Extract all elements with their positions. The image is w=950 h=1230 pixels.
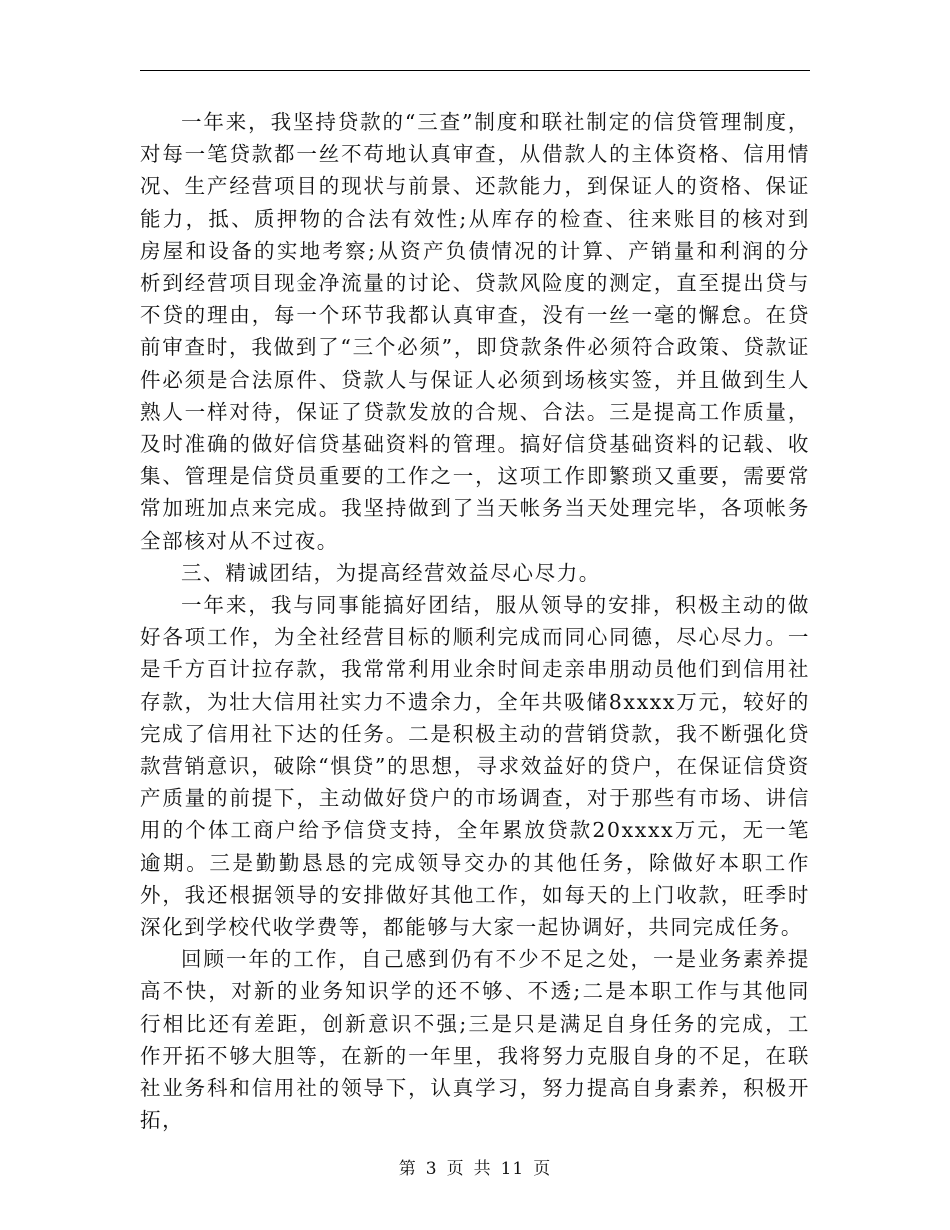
footer-label-page: 第 (398, 1159, 417, 1179)
footer-total-pages: 11 (500, 1159, 525, 1179)
paragraph-teamwork: 一年来，我与同事能搞好团结，服从领导的安排，积极主动的做好各项工作，为全社经营目标的顺利完成而同心同德，尽心尽力。一是千方百计拉存款，我常常利用业余时间走亲串朋动员他们到信用社存款，为壮大信用社实力不遗余力，全年共吸储8xxxx万元，较好的完成了信用社下达的任务。二是积极主动的营销贷款，我不断强化贷款营销意识，破除“惧贷”的思想，寻求效益好的贷户，在保证信贷资产质量的前提下，主动做好贷户的市场调查，对于那些有市场、讲信用的个体工商户给予信贷支持，全年累放贷款20xxxx万元，无一笔逾期。三是勤勤恳恳的完成领导交办的其他任务，除做好本职工作外，我还根据领导的安排做好其他工作，如每天的上门收款，旺季时深化到学校代收学费等，都能够与大家一起协调好，共同完成任务。 (140, 593, 810, 940)
footer-label-total: 共 (473, 1159, 492, 1179)
header-rule (140, 70, 810, 71)
section-heading-three: 三、精诚团结，为提高经营效益尽心尽力。 (181, 560, 601, 585)
page-footer (0, 1154, 950, 1179)
footer-label-unit: 页 (446, 1159, 465, 1179)
paragraph-review: 回顾一年的工作，自己感到仍有不少不足之处，一是业务素养提高不快，对新的业务知识学的还不够、不透;二是本职工作与其他同行相比还有差距，创新意识不强;三是只是满足自身任务的完成，工作开拓不够大胆等，在新的一年里，我将努力克服自身的不足，在联社业务科和信用社的领导下，认真学习，努力提高自身素养，积极开拓， (140, 947, 810, 1133)
paragraph-loan-review: 一年来，我坚持贷款的“三查”制度和联社制定的信贷管理制度，对每一笔贷款都一丝不苟地认真审查，从借款人的主体资格、信用情况、生产经营项目的现状与前景、还款能力，到保证人的资格、保证能力，抵、质押物的合法有效性;从库存的检查、往来账目的核对到房屋和设备的实地考察;从资产负债情况的计算、产销量和利润的分析到经营项目现金净流量的讨论、贷款风险度的测定，直至提出贷与不贷的理由，每一个环节我都认真审查，没有一丝一毫的懈怠。在贷前审查时，我做到了“三个必须”，即贷款条件必须符合政策、贷款证件必须是合法原件、贷款人与保证人必须到场核实签，并且做到生人熟人一样对待，保证了贷款发放的合规、合法。三是提高工作质量，及时准确的做好信贷基础资料的管理。搞好信贷基础资料的记载、收集、管理是信贷员重要的工作之一，这项工作即繁琐又重要，需要常常加班加点来完成。我坚持做到了当天帐务当天处理完毕，各项帐务全部核对从不过夜。 (140, 110, 810, 553)
footer-label-unit-end: 页 (533, 1159, 552, 1179)
footer-current-page: 3 (425, 1159, 438, 1179)
document-body (140, 106, 810, 1137)
